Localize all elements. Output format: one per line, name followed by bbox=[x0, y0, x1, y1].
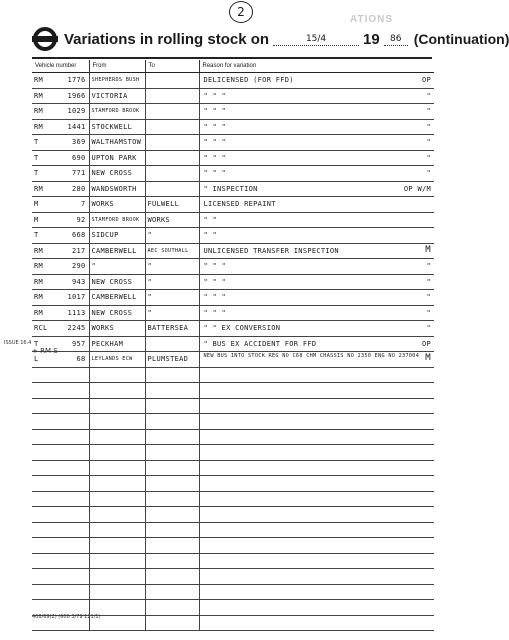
from-cell: STAMFORD BROOK bbox=[89, 212, 145, 228]
col-reason: Reason for variation bbox=[199, 60, 434, 73]
from-cell bbox=[89, 491, 145, 507]
from-cell bbox=[89, 569, 145, 585]
table-row bbox=[32, 166, 434, 182]
from-cell bbox=[89, 429, 145, 445]
to-cell bbox=[145, 522, 199, 538]
reason-text: " INSPECTION bbox=[203, 184, 258, 193]
year-prefix: 19 bbox=[363, 31, 380, 48]
from-cell: NEW CROSS bbox=[89, 274, 145, 290]
to-cell bbox=[145, 507, 199, 523]
reason-cell bbox=[199, 507, 434, 523]
vehicle-number-cell bbox=[32, 290, 89, 306]
depot-mark: " bbox=[426, 169, 431, 177]
reason-cell bbox=[199, 274, 434, 290]
fleet-number: 943 bbox=[71, 277, 86, 286]
fleet-number: 690 bbox=[71, 153, 86, 162]
table-body bbox=[32, 73, 434, 631]
vehicle-class: RM bbox=[34, 184, 44, 193]
to-cell: AEC SOUTHALL bbox=[145, 243, 199, 259]
table-row bbox=[32, 553, 434, 569]
depot-mark: " bbox=[426, 107, 431, 115]
fleet-number: 1029 bbox=[67, 107, 86, 115]
to-cell: " bbox=[145, 228, 199, 244]
table-row bbox=[32, 460, 434, 476]
vehicle-number-cell bbox=[32, 538, 89, 554]
from-cell bbox=[89, 414, 145, 430]
reason-cell bbox=[199, 538, 434, 554]
reason-cell bbox=[199, 243, 434, 259]
reason-cell bbox=[199, 259, 434, 275]
vehicle-number-cell bbox=[32, 104, 89, 120]
reason-text: " " bbox=[203, 231, 218, 239]
fleet-number: 290 bbox=[71, 262, 86, 270]
from-cell: " bbox=[89, 259, 145, 275]
reason-cell bbox=[199, 321, 434, 337]
page-number: 2 bbox=[229, 1, 253, 23]
header-rule bbox=[32, 57, 432, 59]
to-cell bbox=[145, 104, 199, 120]
depot-mark: " bbox=[426, 277, 431, 286]
fleet-number: 1966 bbox=[67, 91, 86, 100]
depot-mark: OP W/M bbox=[403, 184, 431, 193]
vehicle-number-cell bbox=[32, 73, 89, 89]
from-cell bbox=[89, 367, 145, 383]
to-cell bbox=[145, 476, 199, 492]
table-row bbox=[32, 259, 434, 275]
reason-text: " " " bbox=[203, 122, 227, 131]
from-cell bbox=[89, 522, 145, 538]
table-row bbox=[32, 135, 434, 151]
fleet-number: 668 bbox=[71, 231, 86, 239]
reason-text: " " " bbox=[203, 107, 227, 115]
vehicle-number-cell bbox=[32, 259, 89, 275]
vehicle-class: RM bbox=[34, 91, 44, 100]
reason-text: " " " bbox=[203, 138, 227, 146]
vehicle-class: T bbox=[34, 231, 39, 239]
depot-mark: " bbox=[426, 122, 431, 131]
vehicle-class: M bbox=[34, 200, 39, 208]
vehicle-class: T bbox=[34, 138, 39, 146]
depot-mark: OP bbox=[421, 76, 431, 84]
reason-cell bbox=[199, 600, 434, 616]
reason-cell bbox=[199, 553, 434, 569]
vehicle-number-cell bbox=[32, 166, 89, 182]
from-cell bbox=[89, 445, 145, 461]
to-cell bbox=[145, 538, 199, 554]
to-cell: BATTERSEA bbox=[145, 321, 199, 337]
from-cell: CAMBERWELL bbox=[89, 243, 145, 259]
to-cell bbox=[145, 73, 199, 89]
vehicle-number-cell bbox=[32, 569, 89, 585]
vehicle-number-cell bbox=[32, 491, 89, 507]
vehicle-class: RM bbox=[34, 277, 44, 286]
to-cell bbox=[145, 398, 199, 414]
from-cell: WALTHAMSTOW bbox=[89, 135, 145, 151]
vehicle-number-cell bbox=[32, 367, 89, 383]
fleet-number: 217 bbox=[71, 246, 86, 255]
reason-cell bbox=[199, 367, 434, 383]
to-cell bbox=[145, 135, 199, 151]
vehicle-class: RM bbox=[34, 293, 44, 301]
table-row bbox=[32, 367, 434, 383]
table-row bbox=[32, 507, 434, 523]
from-cell bbox=[89, 507, 145, 523]
to-cell bbox=[145, 414, 199, 430]
table-row bbox=[32, 305, 434, 321]
depot-mark: " bbox=[426, 262, 431, 270]
vehicle-number-cell bbox=[32, 522, 89, 538]
fleet-number: 92 bbox=[76, 215, 86, 224]
vehicle-number-cell bbox=[32, 274, 89, 290]
to-cell: " bbox=[145, 305, 199, 321]
from-cell bbox=[89, 383, 145, 399]
london-transport-roundel-icon bbox=[32, 26, 58, 52]
to-cell bbox=[145, 460, 199, 476]
vehicle-number-cell bbox=[32, 584, 89, 600]
from-cell bbox=[89, 398, 145, 414]
reason-text: " " " bbox=[203, 308, 227, 317]
vehicle-number-cell bbox=[32, 507, 89, 523]
vehicle-class: RM bbox=[34, 246, 44, 255]
from-cell: SIDCUP bbox=[89, 228, 145, 244]
reason-cell bbox=[199, 305, 434, 321]
reason-cell bbox=[199, 476, 434, 492]
vehicle-class: M bbox=[34, 215, 39, 224]
reason-text: " BUS EX ACCIDENT FOR FFD bbox=[203, 339, 317, 348]
table-row bbox=[32, 88, 434, 104]
to-cell bbox=[145, 445, 199, 461]
handwritten-note: + RM S bbox=[32, 347, 58, 355]
vehicle-number-cell bbox=[32, 212, 89, 228]
table-row bbox=[32, 383, 434, 399]
table-row bbox=[32, 429, 434, 445]
depot-mark: M bbox=[425, 353, 431, 363]
table-row bbox=[32, 522, 434, 538]
table-header-row bbox=[32, 60, 434, 73]
depot-mark: " bbox=[426, 91, 431, 100]
vehicle-number-cell bbox=[32, 228, 89, 244]
table-row bbox=[32, 197, 434, 213]
to-cell bbox=[145, 491, 199, 507]
to-cell: " bbox=[145, 274, 199, 290]
table-row bbox=[32, 352, 434, 368]
vehicle-class: RM bbox=[34, 122, 44, 131]
reason-text: " " " bbox=[203, 262, 227, 270]
reason-cell bbox=[199, 584, 434, 600]
reason-cell bbox=[199, 336, 434, 352]
col-vehicle-number: Vehicle number bbox=[32, 60, 89, 73]
variations-table bbox=[32, 60, 434, 631]
to-cell: " bbox=[145, 290, 199, 306]
depot-mark: OP bbox=[421, 339, 431, 348]
vehicle-number-cell bbox=[32, 321, 89, 337]
reason-cell bbox=[199, 73, 434, 89]
reason-cell bbox=[199, 181, 434, 197]
table-row bbox=[32, 274, 434, 290]
reason-cell bbox=[199, 119, 434, 135]
from-cell: NEW CROSS bbox=[89, 305, 145, 321]
to-cell bbox=[145, 119, 199, 135]
to-cell bbox=[145, 600, 199, 616]
table-row bbox=[32, 491, 434, 507]
from-cell: STAMFORD BROOK bbox=[89, 104, 145, 120]
reason-cell bbox=[199, 429, 434, 445]
from-cell: VICTORIA bbox=[89, 88, 145, 104]
continuation-label: (Continuation) bbox=[413, 31, 509, 47]
reason-cell bbox=[199, 398, 434, 414]
reason-text: " " " bbox=[203, 169, 227, 177]
table-row bbox=[32, 584, 434, 600]
reason-cell bbox=[199, 135, 434, 151]
table-row bbox=[32, 321, 434, 337]
col-from: From bbox=[89, 60, 145, 73]
from-cell bbox=[89, 460, 145, 476]
from-cell: WANDSWORTH bbox=[89, 181, 145, 197]
to-cell: " bbox=[145, 259, 199, 275]
to-cell bbox=[145, 383, 199, 399]
table-row bbox=[32, 414, 434, 430]
to-cell bbox=[145, 367, 199, 383]
to-cell bbox=[145, 429, 199, 445]
vehicle-class: T bbox=[34, 169, 39, 177]
col-to: To bbox=[145, 60, 199, 73]
reason-text: DELICENSED (FOR FFD) bbox=[203, 76, 294, 84]
from-cell: LEYLANDS ECW bbox=[89, 352, 145, 368]
reason-text: " " " bbox=[203, 293, 227, 301]
table-row bbox=[32, 336, 434, 352]
reason-text: " " " bbox=[203, 153, 227, 162]
vehicle-number-cell bbox=[32, 398, 89, 414]
vehicle-class: L bbox=[34, 355, 39, 363]
vehicle-number-cell bbox=[32, 197, 89, 213]
vehicle-number-cell bbox=[32, 383, 89, 399]
bleed-through-watermark: ATIONS bbox=[350, 14, 394, 25]
from-cell: STOCKWELL bbox=[89, 119, 145, 135]
reason-cell bbox=[199, 150, 434, 166]
reason-cell bbox=[199, 228, 434, 244]
vehicle-class: T bbox=[34, 339, 39, 348]
vehicle-class: RM bbox=[34, 262, 44, 270]
depot-mark: " bbox=[426, 308, 431, 317]
table-row bbox=[32, 290, 434, 306]
to-cell bbox=[145, 166, 199, 182]
reason-text: " " EX CONVERSION bbox=[203, 324, 281, 332]
depot-mark: " bbox=[426, 324, 431, 332]
reason-cell bbox=[199, 491, 434, 507]
from-cell: NEW CROSS bbox=[89, 166, 145, 182]
to-cell bbox=[145, 336, 199, 352]
to-cell bbox=[145, 150, 199, 166]
from-cell bbox=[89, 538, 145, 554]
vehicle-number-cell bbox=[32, 305, 89, 321]
vehicle-number-cell bbox=[32, 135, 89, 151]
table-row bbox=[32, 104, 434, 120]
reason-cell bbox=[199, 197, 434, 213]
from-cell: UPTON PARK bbox=[89, 150, 145, 166]
to-cell bbox=[145, 615, 199, 631]
reason-cell bbox=[199, 166, 434, 182]
to-cell bbox=[145, 569, 199, 585]
reason-text: " " " bbox=[203, 91, 227, 100]
vehicle-number-cell bbox=[32, 150, 89, 166]
table-row bbox=[32, 600, 434, 616]
date-field: 15/4 bbox=[273, 33, 359, 46]
vehicle-number-cell bbox=[32, 429, 89, 445]
table-row bbox=[32, 73, 434, 89]
table-row bbox=[32, 228, 434, 244]
reason-text: NEW BUS INTO STOCK REG NO C68 CHM CHASSIS NO 2350 ENG NO 237004 bbox=[203, 353, 420, 359]
from-cell bbox=[89, 584, 145, 600]
table-row bbox=[32, 212, 434, 228]
vehicle-class: RM bbox=[34, 308, 44, 317]
from-cell bbox=[89, 476, 145, 492]
depot-mark: " bbox=[426, 293, 431, 301]
to-cell bbox=[145, 553, 199, 569]
depot-mark: M bbox=[425, 244, 431, 255]
to-cell: WORKS bbox=[145, 212, 199, 228]
table-row bbox=[32, 538, 434, 554]
from-cell: WORKS bbox=[89, 321, 145, 337]
fleet-number: 369 bbox=[71, 138, 86, 146]
vehicle-number-cell bbox=[32, 414, 89, 430]
reason-cell bbox=[199, 460, 434, 476]
vehicle-number-cell bbox=[32, 181, 89, 197]
from-cell: CAMBERWELL bbox=[89, 290, 145, 306]
fleet-number: 1017 bbox=[67, 293, 86, 301]
from-cell: WORKS bbox=[89, 197, 145, 213]
fleet-number: 280 bbox=[71, 184, 86, 193]
vehicle-number-cell bbox=[32, 460, 89, 476]
reason-cell bbox=[199, 414, 434, 430]
reason-text: " " bbox=[203, 215, 218, 224]
fleet-number: 68 bbox=[76, 355, 86, 363]
reason-cell bbox=[199, 352, 434, 368]
table-row bbox=[32, 398, 434, 414]
reason-text: " " " bbox=[203, 277, 227, 286]
depot-mark: " bbox=[426, 153, 431, 162]
table-row bbox=[32, 150, 434, 166]
reason-text: LICENSED REPAINT bbox=[203, 200, 276, 208]
vehicle-number-cell bbox=[32, 88, 89, 104]
table-row bbox=[32, 476, 434, 492]
table-row bbox=[32, 243, 434, 259]
fleet-number: 1441 bbox=[67, 122, 86, 131]
depot-mark: " bbox=[426, 138, 431, 146]
reason-cell bbox=[199, 212, 434, 228]
to-cell: PLUMSTEAD bbox=[145, 352, 199, 368]
vehicle-number-cell bbox=[32, 119, 89, 135]
reason-cell bbox=[199, 383, 434, 399]
fleet-number: 957 bbox=[71, 339, 86, 348]
to-cell bbox=[145, 584, 199, 600]
from-cell bbox=[89, 553, 145, 569]
to-cell bbox=[145, 88, 199, 104]
header-line bbox=[64, 26, 509, 52]
from-cell bbox=[89, 600, 145, 616]
fleet-number: 1113 bbox=[67, 308, 86, 317]
form-title: Variations in rolling stock on bbox=[64, 31, 270, 48]
reason-cell bbox=[199, 522, 434, 538]
table-row bbox=[32, 569, 434, 585]
fleet-number: 7 bbox=[80, 200, 86, 208]
from-cell: PECKHAM bbox=[89, 336, 145, 352]
reason-cell bbox=[199, 88, 434, 104]
margin-note: ISSUE 16.4 bbox=[4, 340, 32, 346]
vehicle-number-cell bbox=[32, 243, 89, 259]
fleet-number: 1776 bbox=[67, 76, 86, 84]
reason-cell bbox=[199, 445, 434, 461]
vehicle-class: RCL bbox=[34, 324, 48, 332]
vehicle-number-cell bbox=[32, 553, 89, 569]
vehicle-number-cell bbox=[32, 600, 89, 616]
vehicle-class: T bbox=[34, 153, 39, 162]
vehicle-class: RM bbox=[34, 107, 44, 115]
table-row bbox=[32, 445, 434, 461]
to-cell bbox=[145, 181, 199, 197]
vehicle-number-cell bbox=[32, 476, 89, 492]
reason-cell bbox=[199, 615, 434, 631]
reason-cell bbox=[199, 569, 434, 585]
to-cell: FULWELL bbox=[145, 197, 199, 213]
from-cell: SHEPHERDS BUSH bbox=[89, 73, 145, 89]
reason-text: UNLICENSED TRANSFER INSPECTION bbox=[203, 246, 339, 255]
fleet-number: 2245 bbox=[67, 324, 86, 332]
fleet-number: 771 bbox=[71, 169, 86, 177]
vehicle-class: RM bbox=[34, 76, 44, 84]
reason-cell bbox=[199, 290, 434, 306]
year-field: 86 bbox=[384, 33, 408, 46]
table-row bbox=[32, 181, 434, 197]
form-footer-code: 408/69(2) (600 3/79 121/1) bbox=[32, 614, 101, 620]
reason-cell bbox=[199, 104, 434, 120]
vehicle-number-cell bbox=[32, 445, 89, 461]
table-row bbox=[32, 119, 434, 135]
